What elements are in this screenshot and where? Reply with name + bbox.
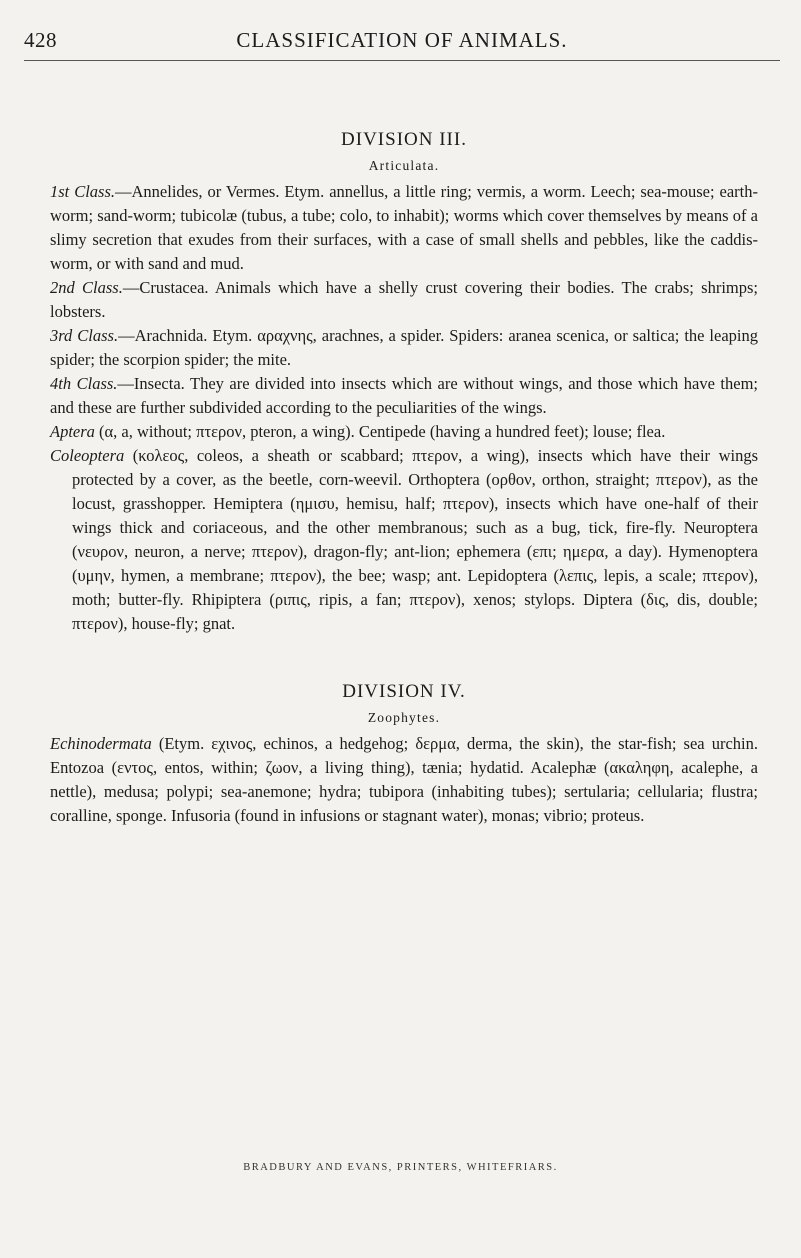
division-iii-section: [50, 128, 758, 636]
class-1-text: —Annelides, or Vermes. Etym. annellus, a little ring; vermis, a worm. Leech; sea-mouse; earth-worm; sand-worm; tubicolæ (tubus, a tube; colo, to inhabit); worms which cover themselves by means of a slimy secretion that exudes from their surfaces, with a case of small shells and pebbles, like the caddis-worm, or with sand and mud.: [50, 182, 758, 273]
division-iv-section: [50, 680, 758, 828]
class-4-text: —Insecta. They are divided into insects which are without wings, and those which have them; and these are further subdivided according to the peculiarities of the wings.: [50, 374, 758, 417]
running-title: CLASSIFICATION OF ANIMALS.: [236, 28, 568, 52]
class-2-paragraph: [50, 276, 758, 324]
page-number: 428: [24, 28, 57, 52]
aptera-lead: Aptera: [50, 422, 95, 441]
class-1-lead: 1st Class.: [50, 182, 115, 201]
echinodermata-paragraph: [50, 732, 758, 828]
class-2-lead: 2nd Class.: [50, 278, 123, 297]
aptera-text: (α, a, without; πτερον, pteron, a wing). Centipede (having a hundred feet); louse; flea.: [94, 422, 666, 441]
echinodermata-lead: Echinodermata: [50, 734, 152, 753]
class-3-paragraph: [50, 324, 758, 372]
division-iii-subtitle: Articulata.: [368, 158, 440, 173]
running-head: [24, 28, 780, 60]
coleoptera-paragraph: [50, 444, 758, 636]
division-iv-subtitle: Zoophytes.: [367, 710, 441, 725]
class-1-paragraph: [50, 180, 758, 276]
division-iii-title: DIVISION III.: [341, 129, 467, 150]
header-rule: [24, 60, 780, 61]
coleoptera-text: (κολεος, coleos, a sheath or scabbard; πτερον, a wing), insects which have their wings protected by a cover, as the beetle, corn-weevil. Orthoptera (ορθον, orthon, straight; πτερον), as the locust, grasshopper. Hemiptera (ημισυ, hemisu, half; πτερον), insects which have one-half of their wings thick and coriaceous, and the other membranous; such as a bug, tick, fire-fly. Neuroptera (νευρον, neuron, a nerve; πτερον), dragon-fly; ant-lion; ephemera (επι; ημερα, a day). Hymenoptera (υμην, hymen, a membrane; πτερον), the bee; wasp; ant. Lepidoptera (λεπις, lepis, a scale; πτερον), moth; butter-fly. Rhipiptera (ριπις, ripis, a fan; πτερον), xenos; stylops. Diptera (δις, dis, double; πτερον), house-fly; gnat.: [72, 446, 758, 633]
class-3-lead: 3rd Class.: [50, 326, 119, 345]
class-4-lead: 4th Class.: [50, 374, 118, 393]
class-4-paragraph: [50, 372, 758, 420]
page-body: [50, 128, 758, 828]
class-2-text: —Crustacea. Animals which have a shelly crust covering their bodies. The crabs; shrimps; lobsters.: [50, 278, 758, 321]
coleoptera-lead: Coleoptera: [50, 446, 125, 465]
aptera-paragraph: [50, 420, 758, 444]
printer-imprint: BRADBURY AND EVANS, PRINTERS, WHITEFRIARS.: [243, 1162, 558, 1173]
echinodermata-text: (Etym. εχινος, echinos, a hedgehog; δερμα, derma, the skin), the star-fish; sea urchin. Entozoa (εντος, entos, within; ζωον, a living thing), tænia; hydatid. Acalephæ (ακαληφη, acalephe, a nettle), medusa; polypi; sea-anemone; hydra; tubipora (inhabiting tubes); sertularia; cellularia; flustra; coralline, sponge. Infusoria (found in infusions or stagnant water), monas; vibrio; proteus.: [50, 734, 758, 825]
division-iv-title: DIVISION IV.: [342, 681, 466, 702]
section-spacer: [50, 636, 758, 680]
class-3-text: —Arachnida. Etym. αραχνης, arachnes, a spider. Spiders: aranea scenica, or saltica; the leaping spider; the scorpion spider; the mite.: [50, 326, 758, 369]
